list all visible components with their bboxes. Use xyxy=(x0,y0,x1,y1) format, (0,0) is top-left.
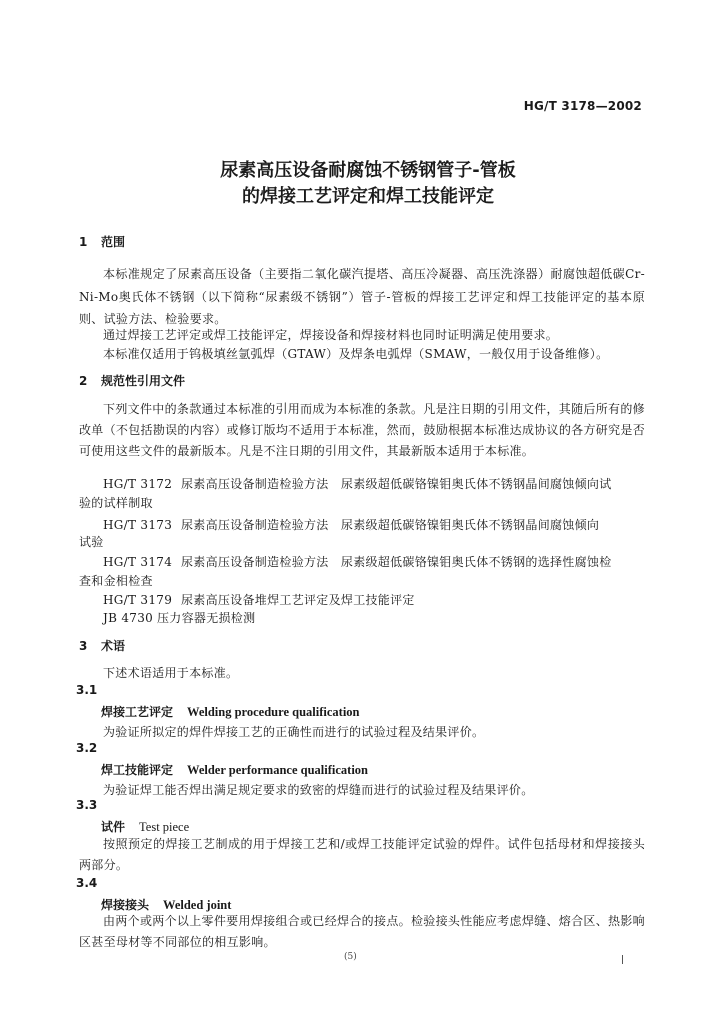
reference-code: HG/T 3174 xyxy=(103,555,173,569)
term-en: Welded joint xyxy=(163,898,232,912)
term-heading xyxy=(101,703,360,720)
term-definition: 为验证焊工能否焊出满足规定要求的致密的焊缝而进行的试验过程及结果评价。 xyxy=(103,783,534,797)
term-en: Welder performance qualification xyxy=(187,763,369,777)
section-title: 术语 xyxy=(101,639,126,653)
term-definition: 为验证所拟定的焊件焊接工艺的正确性而进行的试验过程及结果评价。 xyxy=(103,725,485,739)
section-title: 范围 xyxy=(101,235,126,249)
title-line-2: 的焊接工艺评定和焊工技能评定 xyxy=(242,186,494,207)
reference-item xyxy=(103,553,612,570)
reference-continuation: 试验 xyxy=(79,535,104,549)
term-number: 3.1 xyxy=(76,683,98,697)
term-zh: 试件 xyxy=(101,820,126,834)
reference-code: HG/T 3173 xyxy=(103,518,173,532)
reference-code: JB 4730 xyxy=(103,611,154,625)
section-1-paragraph-2: 通过焊接工艺评定或焊工技能评定，焊接设备和焊接材料也同时证明满足使用要求。 xyxy=(103,328,559,342)
term-heading xyxy=(101,818,189,835)
term-zh: 焊接工艺评定 xyxy=(101,705,174,719)
standard-code: HG/T 3178—2002 xyxy=(523,99,642,113)
term-number: 3.4 xyxy=(76,876,98,890)
section-3-heading xyxy=(79,637,125,654)
page-number: (5) xyxy=(344,952,357,962)
reference-item xyxy=(103,591,415,608)
term-definition: 按照预定的焊接工艺制成的用于焊接工艺和/或焊工技能评定试验的焊件。试件包括母材和焊接接头两部分。 xyxy=(79,837,645,872)
reference-title: 尿素高压设备制造检验方法 尿素级超低碳铬镍钼奥氏体不锈钢晶间腐蚀倾向 xyxy=(181,518,600,532)
section-3-intro: 下述术语适用于本标准。 xyxy=(103,666,239,680)
section-number: 3 xyxy=(79,639,88,653)
section-number: 1 xyxy=(79,235,88,249)
title-line-1: 尿素高压设备耐腐蚀不锈钢管子-管板 xyxy=(220,160,516,181)
term-number: 3.2 xyxy=(76,741,98,755)
term-definition: 由两个或两个以上零件要用焊接组合或已经焊合的接点。检验接头性能应考虑焊缝、熔合区、热影响区甚至母材等不同部位的相互影响。 xyxy=(79,914,645,949)
term-number: 3.3 xyxy=(76,798,98,812)
term-zh: 焊工技能评定 xyxy=(101,763,174,777)
section-1-heading xyxy=(79,233,125,250)
section-2-paragraph: 下列文件中的条款通过本标准的引用而成为本标准的条款。凡是注日期的引用文件，其随后所有的修改单（不包括勘误的内容）或修订版均不适用于本标准，然而，鼓励根据本标准达成协议的各方研究是否可使用这些文件的最新版本。凡是不注日期的引用文件，其最新版本适用于本标准。 xyxy=(79,402,645,458)
section-1-paragraph-3: 本标准仅适用于钨极填丝氩弧焊（GTAW）及焊条电弧焊（SMAW，一般仅用于设备维修）。 xyxy=(103,347,609,361)
section-title: 规范性引用文件 xyxy=(101,374,186,388)
term-zh: 焊接接头 xyxy=(101,898,150,912)
section-2-heading xyxy=(79,372,185,389)
margin-mark xyxy=(622,955,623,964)
reference-code: HG/T 3172 xyxy=(103,477,173,491)
reference-item xyxy=(103,475,612,492)
reference-item xyxy=(103,516,599,533)
reference-title: 尿素高压设备制造检验方法 尿素级超低碳铬镍钼奥氏体不锈钢晶间腐蚀倾向试 xyxy=(181,477,612,491)
reference-continuation: 查和金相检查 xyxy=(79,574,153,588)
reference-title: 压力容器无损检测 xyxy=(157,611,256,625)
term-heading xyxy=(101,761,368,778)
term-en: Test piece xyxy=(139,820,190,834)
section-number: 2 xyxy=(79,374,88,388)
reference-item xyxy=(103,609,255,626)
reference-title: 尿素高压设备堆焊工艺评定及焊工技能评定 xyxy=(181,593,415,607)
section-1-paragraph-1: 本标准规定了尿素高压设备（主要指二氧化碳汽提塔、高压冷凝器、高压洗涤器）耐腐蚀超低碳Cr-Ni-Mo奥氏体不锈钢（以下简称“尿素级不锈钢”）管子-管板的焊接工艺评定和焊工技能评定的基本原则、试验方法、检验要求。 xyxy=(79,267,645,326)
reference-title: 尿素高压设备制造检验方法 尿素级超低碳铬镍钼奥氏体不锈钢的选择性腐蚀检 xyxy=(181,555,612,569)
reference-continuation: 验的试样制取 xyxy=(79,496,153,510)
reference-code: HG/T 3179 xyxy=(103,593,173,607)
term-en: Welding procedure qualification xyxy=(187,705,360,719)
